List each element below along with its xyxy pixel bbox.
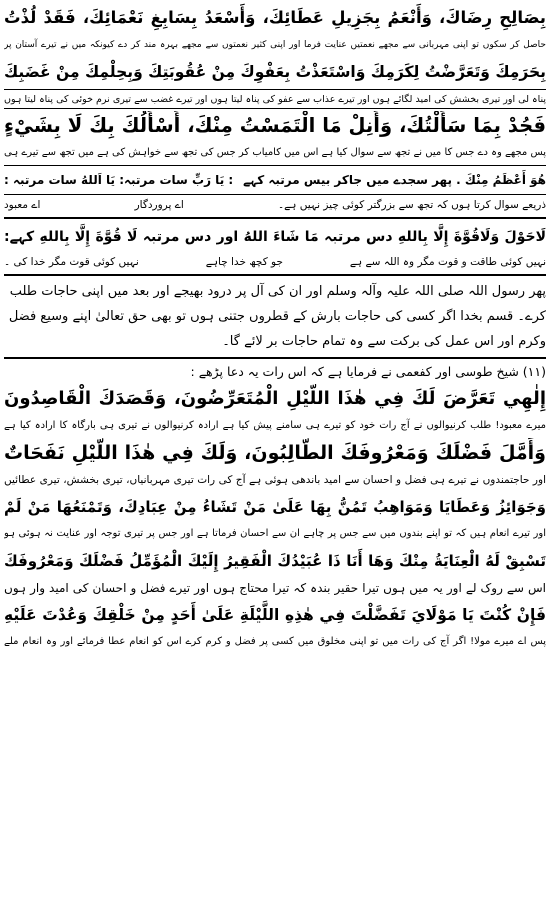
gloss-rabb: اے پروردگار xyxy=(134,199,184,211)
gloss-2: جو کچھ خدا چاہے xyxy=(205,256,283,268)
arabic-line: فَجُدْ بِمَا سَأَلْتُكَ، وَأَنِلْ مَا الْتَمَسْتُ مِنْكَ، أَسْأَلُكَ بِكَ لَا بِشَيْءٍ xyxy=(4,114,546,137)
arabic-line: بِحَرَمِكَ وَتَعَرَّضْتُ لِكَرَمِكَ وَاسْتَعَذْتُ بِعَفْوِكَ مِنْ عُقُوبَتِكَ وَبِحِلْمِكَ مِنْ غَضَبِكَ xyxy=(4,63,546,81)
dhikr-count-text: : يَا رَبِّ سات مرتبہ: يَا اَللهُ سات مرتبہ : xyxy=(4,173,234,187)
arabic-line: إِلٰهِي تَعَرَّضَ لَكَ فِي هٰذَا اللَّيْلِ الْمُتَعَرِّضُونَ، وَقَصَدَكَ الْقَاصِدُونَ xyxy=(4,388,546,409)
arabic-line: تَسْبِقْ لَهُ الْعِنَايَةُ مِنْكَ وَهَا أَنَا ذَا عُبَيْدُكَ الْفَقِيرُ إِلَيْكَ الْمُؤَمِّلُ فَضْلَكَ وَمَعْرُوفَكَ xyxy=(4,552,546,570)
gloss-allah: اے معبود xyxy=(4,199,41,211)
urdu-translation-line: پناہ لی اور تیری بخشش کی امید لگائے ہوں اور تیرے عذاب سے عفو کی پناہ لیتا ہوں اور تیرے غضب سے تیری نرم خوئی کی پناہ لیتا ہوں xyxy=(4,89,546,109)
urdu-translation-line: پس اے میرے مولا! اگر آج کی رات میں تو اپنی مخلوق میں کسی پر فضل و کرم کرے اس کو انعام عطا فرمائے اور وہ انعام ملے xyxy=(4,636,546,647)
urdu-translation-line: اور حاجتمندوں نے تیرے ہی فضل و احسان سے امید باندھی ہوئی ہے آج کی رات تیری مہربانیاں، تیری بخشش، تیری عطائیں xyxy=(4,474,546,486)
divider xyxy=(4,217,546,219)
urdu-translation-line xyxy=(4,254,546,271)
arabic-line: فَإِنْ كُنْتَ يَا مَوْلَايَ تَفَضَّلْتَ فِي هٰذِهِ اللَّيْلَةِ عَلَىٰ أَحَدٍ مِنْ خَلْقِكَ وَعُدْتَ عَلَيْهِ xyxy=(4,606,546,624)
urdu-translation-line xyxy=(4,197,546,214)
arabic-line: وَأَمَّلَ فَضْلَكَ وَمَعْرُوفَكَ الطَّالِبُونَ، وَلَكَ فِي هٰذَا اللَّيْلِ نَفَحَاتٌ xyxy=(4,442,546,464)
dhikr-line: لَاحَوْلَ وَلَاقُوَّةَ إِلَّا بِاللهِ دس مرتبہ مَا شَاءَ اللهُ اور دس مرتبہ لَا قُوَّةَ إِلَّا بِاللهِ کہے: xyxy=(4,229,546,245)
section-heading: (۱۱) شیخ طوسی اور کفعمی نے فرمایا ہے کہ اس رات یہ دعا پڑھے : xyxy=(190,364,546,379)
gloss-3: نہیں کوئی قوت مگر خدا کی ۔ xyxy=(4,256,139,268)
arabic-line: بِصَالِحِ رِضَاكَ، وَأَنْعَمُ بِجَزِيلِ عَطَائِكَ، وَأَسْعَدُ بِسَابِغِ نَعْمَائِكَ، فَقَدْ لُذْتُ xyxy=(4,8,546,27)
urdu-translation-line: حاصل کر سکوں تو اپنی مہربانی سے مجھے نعمتیں عنایت فرما اور اپنی کثیر نعمتوں سے مجھے بہرہ مند کر دے کیونکہ میں نے تیرے آستان پر xyxy=(4,40,546,50)
translation-text: ذریعے سوال کرتا ہوں کہ تجھ سے بزرگتر کوئی چیز نہیں ہے۔ xyxy=(278,199,546,211)
urdu-translation-line: اس سے روک لے اور یہ میں ہوں تیرا حقیر بندہ کہ تیرا محتاج ہوں اور تیرے فضل و احسان کی امید وار ہوں xyxy=(4,581,546,595)
instruction-line xyxy=(4,165,546,195)
instruction-paragraph: پھر رسول اللہ صلی اللہ علیہ وآلہ وسلم اور ان کی آل پر درود بھیجے اور بعد میں اپنی حاجات طلب کرے۔ قسم بخدا اگر کسی کی حاجات بارش کے قطروں جتنی ہوں تو بھی حق تعالیٰ اپنے وسیع فضل وکرم اور اس عمل کی برکت سے وہ تمام حاجات بر لائے گا۔ xyxy=(8,284,546,349)
urdu-translation-line: میرے معبود! طلب کرنیوالوں نے آج رات خود کو تیرے ہی سامنے پیش کیا ہے ارادہ کرنیوالوں نے تیری ہی بارگاہ کا ارادہ کیا ہے xyxy=(4,420,546,431)
gloss-1: نہیں کوئی طاقت و قوت مگر وہ اللہ سے ہے xyxy=(349,256,546,268)
urdu-translation-line: اور تیرے انعام ہیں کہ تو اپنے بندوں میں سے جس پر چاہے ان سے احسان فرماتا ہے اور جس پر تیری توجہ اور عنایت نہ ہوئی ہو xyxy=(4,528,546,539)
arabic-line: وَجَوَائِزُ وَعَطَايَا وَمَوَاهِبُ تَمُنُّ بِهَا عَلَىٰ مَنْ تَشَاءُ مِنْ عِبَادِكَ، وَتَمْنَعُهَا مَنْ لَمْ xyxy=(4,498,546,516)
instruction-text: هُوَ أَعْظَمُ مِنْكَ . پھر سجدے میں جاکر بیس مرتبہ کہے xyxy=(243,173,546,187)
urdu-translation-line: پس مجھے وہ دے جس کا میں نے تجھ سے سوال کیا ہے اس میں کامیاب کر جس کی تجھ سے خواہش کی ہے میں تجھ سے تیرے ہی xyxy=(4,147,546,158)
divider xyxy=(4,274,546,276)
divider xyxy=(4,357,546,359)
